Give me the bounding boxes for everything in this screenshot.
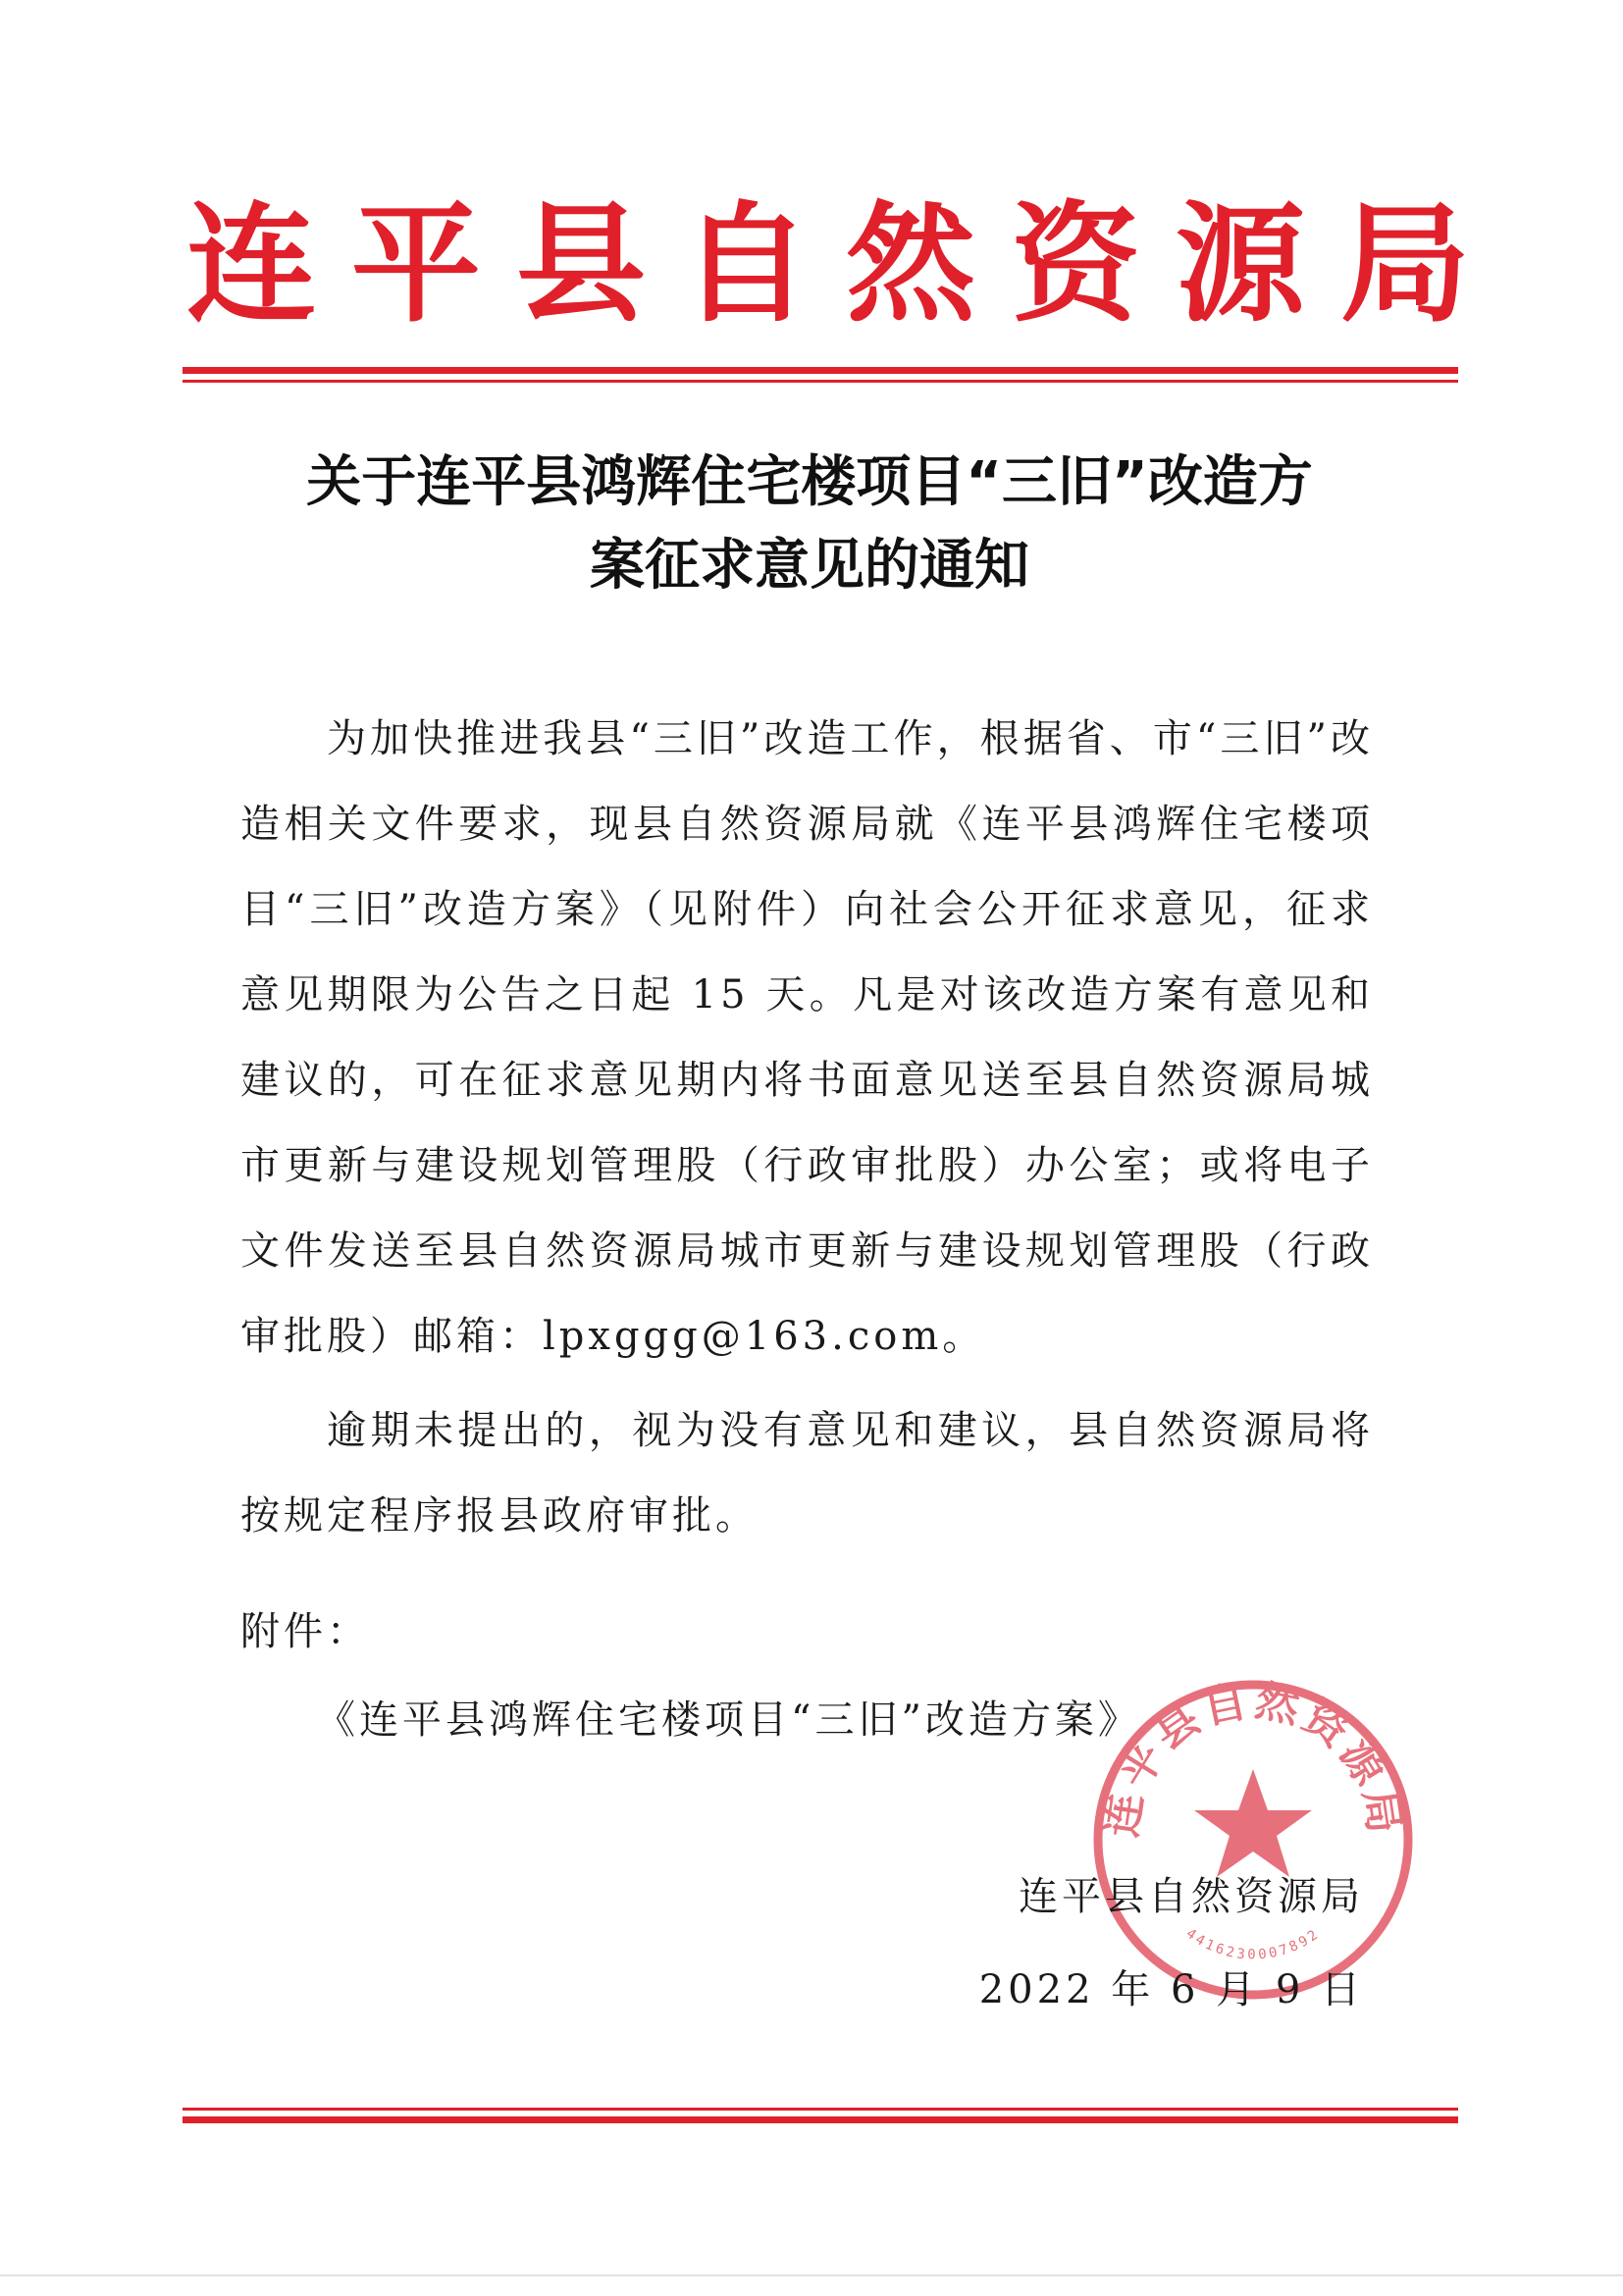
scan-edge bbox=[0, 2274, 1623, 2276]
body-paragraph-2: 逾期未提出的，视为没有意见和建议，县自然资源局将按规定程序报县政府审批。 bbox=[240, 1408, 1374, 1539]
svg-text:连平县自然资源局: 连平县自然资源局 bbox=[1096, 1675, 1410, 1841]
notice-title-line1: 关于连平县鸿辉住宅楼项目“三旧”改造方 bbox=[306, 450, 1313, 514]
body-paragraph-1: 为加快推进我县“三旧”改造工作，根据省、市“三旧”改造相关文件要求，现县自然资源局就《连平县鸿辉住宅楼项目“三旧”改造方案》（见附件）向社会公开征求意见，征求意见期限为公告之日起 15 天。凡是对该改造方案有意见和建议的，可在征求意见期内将书面意见送至县自然资源局城市更新与建设规划管理股（行政审批股）办公室；或将电子文件发送至县自然资源局城市更新与建设规划管理股（行政审批股）邮箱：lpxggg@163.com。 bbox=[240, 716, 1374, 1359]
attachment-label: 附件： bbox=[240, 1609, 370, 1654]
signature-org: 连平县自然资源局 bbox=[1019, 1874, 1364, 1919]
footer-rule-thin bbox=[183, 2108, 1458, 2111]
svg-text:4416230007892: 4416230007892 bbox=[1182, 1925, 1324, 1963]
letterhead-rule-thick bbox=[183, 367, 1458, 374]
signature-date: 2022 年 6 月 9 日 bbox=[978, 1967, 1364, 2012]
letterhead-rule-thin bbox=[183, 380, 1458, 383]
notice-title-line2: 案征求意见的通知 bbox=[590, 534, 1029, 598]
letterhead-org-name: 连平县自然资源局 bbox=[186, 188, 1505, 340]
footer-rule-thick bbox=[183, 2116, 1458, 2123]
attachment-item: 《连平县鸿辉住宅楼项目“三旧”改造方案》 bbox=[316, 1697, 1141, 1743]
